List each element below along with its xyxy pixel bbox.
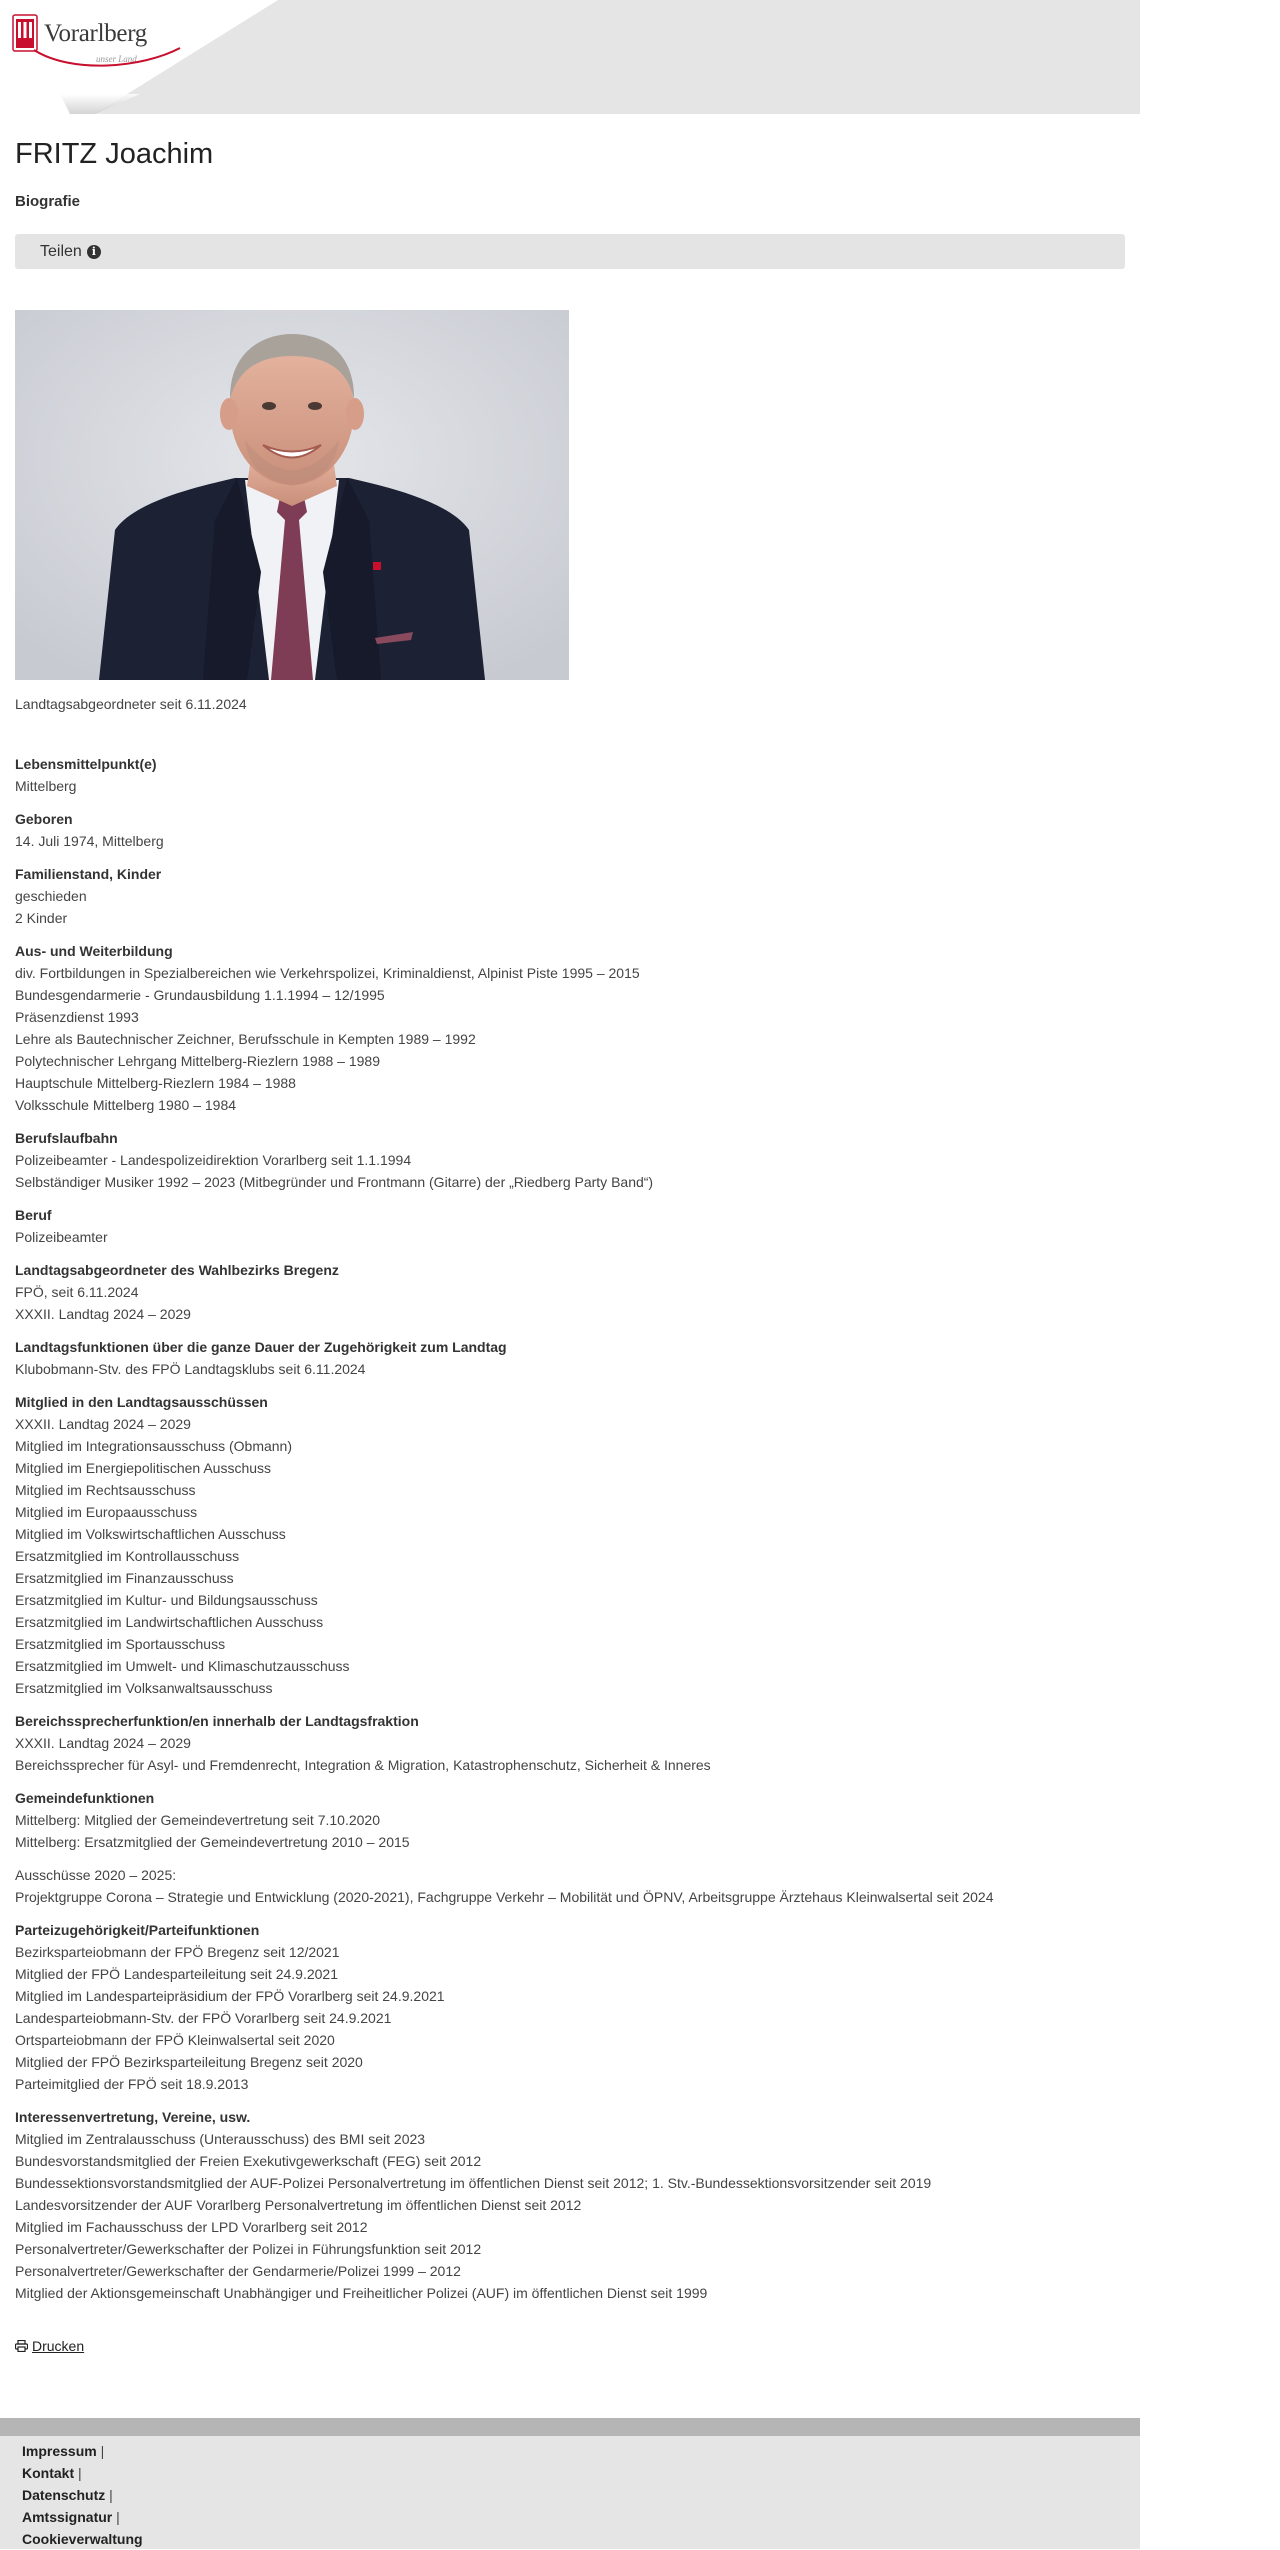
bio-line: Bereichssprecher für Asyl- und Fremdenrecht, Integration & Migration, Katastrophenschutz, Sicherheit & Inneres — [15, 1757, 711, 1773]
bio-line: Mittelberg: Ersatzmitglied der Gemeindevertretung 2010 – 2015 — [15, 1834, 410, 1850]
bio-line: geschieden — [15, 888, 87, 904]
bio-section — [15, 1787, 1125, 1853]
footer-link[interactable] — [22, 2484, 143, 2506]
share-bar — [15, 234, 1125, 269]
footer-link-label: Kontakt — [22, 2465, 75, 2481]
bio-section-title: Familienstand, Kinder — [15, 866, 162, 882]
bio-section — [15, 1391, 1125, 1699]
bio-section-title: Landtagsabgeordneter des Wahlbezirks Bregenz — [15, 1262, 339, 1278]
bio-section-title: Lebensmittelpunkt(e) — [15, 756, 157, 772]
bio-line: Selbständiger Musiker 1992 – 2023 (Mitbegründer und Frontmann (Gitarre) der „Riedberg Party Band“) — [15, 1174, 654, 1190]
footer-link[interactable] — [22, 2506, 143, 2528]
bio-line: Mitglied im Europaausschuss — [15, 1504, 198, 1520]
bio-line: Personalvertreter/Gewerkschafter der Polizei in Führungsfunktion seit 2012 — [15, 2241, 482, 2257]
footer-separator: | — [109, 2487, 113, 2503]
bio-line: Mitglied im Landesparteipräsidium der FPÖ Vorarlberg seit 24.9.2021 — [15, 1988, 445, 2004]
bio-line: Polytechnischer Lehrgang Mittelberg-Riezlern 1988 – 1989 — [15, 1053, 380, 1069]
bio-line: Ausschüsse 2020 – 2025: — [15, 1867, 177, 1883]
bio-line: Mitglied im Fachausschuss der LPD Vorarlberg seit 2012 — [15, 2219, 368, 2235]
portrait-photo — [15, 310, 569, 680]
bio-line: Hauptschule Mittelberg-Riezlern 1984 – 1988 — [15, 1075, 296, 1091]
bio-section — [15, 753, 1125, 797]
footer-link[interactable] — [22, 2462, 143, 2484]
bio-section-title: Aus- und Weiterbildung — [15, 943, 173, 959]
bio-line: Ersatzmitglied im Kultur- und Bildungsausschuss — [15, 1592, 318, 1608]
footer-link-label: Amtssignatur — [22, 2509, 113, 2525]
bio-line: FPÖ, seit 6.11.2024 — [15, 1284, 139, 1300]
footer-separator: | — [100, 2443, 105, 2459]
footer-link-label: Impressum — [22, 2443, 97, 2459]
bio-section-title: Gemeindefunktionen — [15, 1790, 155, 1806]
bio-line: div. Fortbildungen in Spezialbereichen wie Verkehrspolizei, Kriminaldienst, Alpinist Piste 1995 – 2015 — [15, 965, 640, 981]
bio-line: Mitglied im Rechtsausschuss — [15, 1482, 196, 1498]
bio-line: Mitglied im Zentralausschuss (Unterausschuss) des BMI seit 2023 — [15, 2131, 426, 2147]
footer-separator: | — [116, 2509, 120, 2525]
bio-section-title: Mitglied in den Landtagsausschüssen — [15, 1394, 268, 1410]
bio-line: 14. Juli 1974, Mittelberg — [15, 833, 164, 849]
bio-section-title: Bereichssprecherfunktion/en innerhalb der Landtagsfraktion — [15, 1713, 419, 1729]
bio-line: Mitglied der Aktionsgemeinschaft Unabhängiger und Freiheitlicher Polizei (AUF) im öffentlichen Dienst seit 1999 — [15, 2285, 708, 2301]
bio-section — [15, 863, 1125, 929]
bio-section-title: Interessenvertretung, Vereine, usw. — [15, 2109, 251, 2125]
bio-line: Bezirksparteiobmann der FPÖ Bregenz seit 12/2021 — [15, 1944, 340, 1960]
print-link[interactable] — [15, 2338, 84, 2354]
bio-line: Bundessektionsvorstandsmitglied der AUF-Polizei Personalvertretung im öffentlichen Dienst seit 2012; 1. Stv.-Bundessektionsvorsitzender seit 2019 — [15, 2175, 932, 2191]
bio-line: Mitglied der FPÖ Bezirksparteileitung Bregenz seit 2020 — [15, 2054, 363, 2070]
bio-line: XXXII. Landtag 2024 – 2029 — [15, 1306, 191, 1322]
bio-line: Bundesvorstandsmitglied der Freien Exekutivgewerkschaft (FEG) seit 2012 — [15, 2153, 482, 2169]
bio-section-title: Landtagsfunktionen über die ganze Dauer der Zugehörigkeit zum Landtag — [15, 1339, 507, 1355]
bio-line: XXXII. Landtag 2024 – 2029 — [15, 1735, 191, 1751]
bio-line: Ersatzmitglied im Volksanwaltsausschuss — [15, 1680, 273, 1696]
bio-section — [15, 1919, 1125, 2095]
bio-section — [15, 1127, 1125, 1193]
bio-line: Mittelberg: Mitglied der Gemeindevertretung seit 7.10.2020 — [15, 1812, 380, 1828]
logo-swoosh-icon — [32, 42, 182, 72]
bio-section-title: Berufslaufbahn — [15, 1130, 118, 1146]
bio-line: Projektgruppe Corona – Strategie und Entwicklung (2020-2021), Fachgruppe Verkehr – Mobilität und ÖPNV, Arbeitsgruppe Ärztehaus Kleinwalsertal seit 2024 — [15, 1889, 994, 1905]
bio-line: Landesvorsitzender der AUF Vorarlberg Personalvertretung im öffentlichen Dienst seit 2012 — [15, 2197, 582, 2213]
bio-line: Parteimitglied der FPÖ seit 18.9.2013 — [15, 2076, 249, 2092]
page-title: FRITZ Joachim — [15, 138, 214, 170]
bio-section — [15, 2106, 1125, 2304]
bio-line: Ersatzmitglied im Landwirtschaftlichen Ausschuss — [15, 1614, 324, 1630]
brand-name: Vorarlberg — [44, 20, 147, 47]
printer-icon — [15, 2340, 28, 2352]
bio-section-title: Geboren — [15, 811, 73, 827]
bio-line: Polizeibeamter — [15, 1229, 108, 1245]
bio-line: Präsenzdienst 1993 — [15, 1009, 139, 1025]
bio-section — [15, 1204, 1125, 1248]
bio-line: Mitglied im Volkswirtschaftlichen Ausschuss — [15, 1526, 286, 1542]
footer-link-label: Datenschutz — [22, 2487, 106, 2503]
bio-line: Ersatzmitglied im Sportausschuss — [15, 1636, 226, 1652]
bio-line: Ersatzmitglied im Kontrollausschuss — [15, 1548, 240, 1564]
info-icon: i — [87, 245, 101, 259]
bio-line: Volksschule Mittelberg 1980 – 1984 — [15, 1097, 237, 1113]
biography-sections — [15, 753, 1125, 2315]
bio-line: Ortsparteiobmann der FPÖ Kleinwalsertal seit 2020 — [15, 2032, 335, 2048]
bio-line: Mitglied im Energiepolitischen Ausschuss — [15, 1460, 272, 1476]
footer-link[interactable] — [22, 2528, 143, 2550]
bio-section — [15, 1336, 1125, 1380]
bio-section — [15, 808, 1125, 852]
bio-line: Polizeibeamter - Landespolizeidirektion Vorarlberg seit 1.1.1994 — [15, 1152, 412, 1168]
bio-line: Ersatzmitglied im Umwelt- und Klimaschutzausschuss — [15, 1658, 350, 1674]
footer-links — [22, 2440, 143, 2550]
bio-line: Klubobmann-Stv. des FPÖ Landtagsklubs seit 6.11.2024 — [15, 1361, 366, 1377]
bio-line: Personalvertreter/Gewerkschafter der Gendarmerie/Polizei 1999 – 2012 — [15, 2263, 461, 2279]
bio-section — [15, 1259, 1125, 1325]
share-label: Teilen — [40, 242, 82, 260]
vorarlberg-logo[interactable] — [12, 14, 147, 64]
brand-tagline: unser Land — [96, 54, 137, 64]
bio-section — [15, 1864, 1125, 1908]
bio-line: Landesparteiobmann-Stv. der FPÖ Vorarlberg seit 24.9.2021 — [15, 2010, 392, 2026]
page-subtitle: Biografie — [15, 193, 81, 210]
bio-section-title: Beruf — [15, 1207, 52, 1223]
share-button[interactable] — [40, 243, 101, 261]
bio-section-title: Parteizugehörigkeit/Parteifunktionen — [15, 1922, 260, 1938]
bio-section — [15, 1710, 1125, 1776]
bio-line: Mittelberg — [15, 778, 77, 794]
bio-section — [15, 940, 1125, 1116]
footer-link-label: Cookieverwaltung — [22, 2531, 143, 2547]
bio-line: Lehre als Bautechnischer Zeichner, Berufsschule in Kempten 1989 – 1992 — [15, 1031, 476, 1047]
footer-link[interactable] — [22, 2440, 143, 2462]
mandate-caption: Landtagsabgeordneter seit 6.11.2024 — [15, 696, 247, 712]
site-footer — [0, 2436, 1140, 2549]
bio-line: XXXII. Landtag 2024 – 2029 — [15, 1416, 191, 1432]
bio-line: Ersatzmitglied im Finanzausschuss — [15, 1570, 234, 1586]
bio-line: Mitglied im Integrationsausschuss (Obmann) — [15, 1438, 293, 1454]
bio-line: 2 Kinder — [15, 910, 68, 926]
footer-separator: | — [78, 2465, 82, 2481]
bio-line: Bundesgendarmerie - Grundausbildung 1.1.1994 – 12/1995 — [15, 987, 385, 1003]
site-header — [0, 0, 1140, 114]
footer-divider — [0, 2418, 1140, 2436]
bio-line: Mitglied der FPÖ Landesparteileitung seit 24.9.2021 — [15, 1966, 338, 1982]
print-label: Drucken — [32, 2338, 85, 2354]
